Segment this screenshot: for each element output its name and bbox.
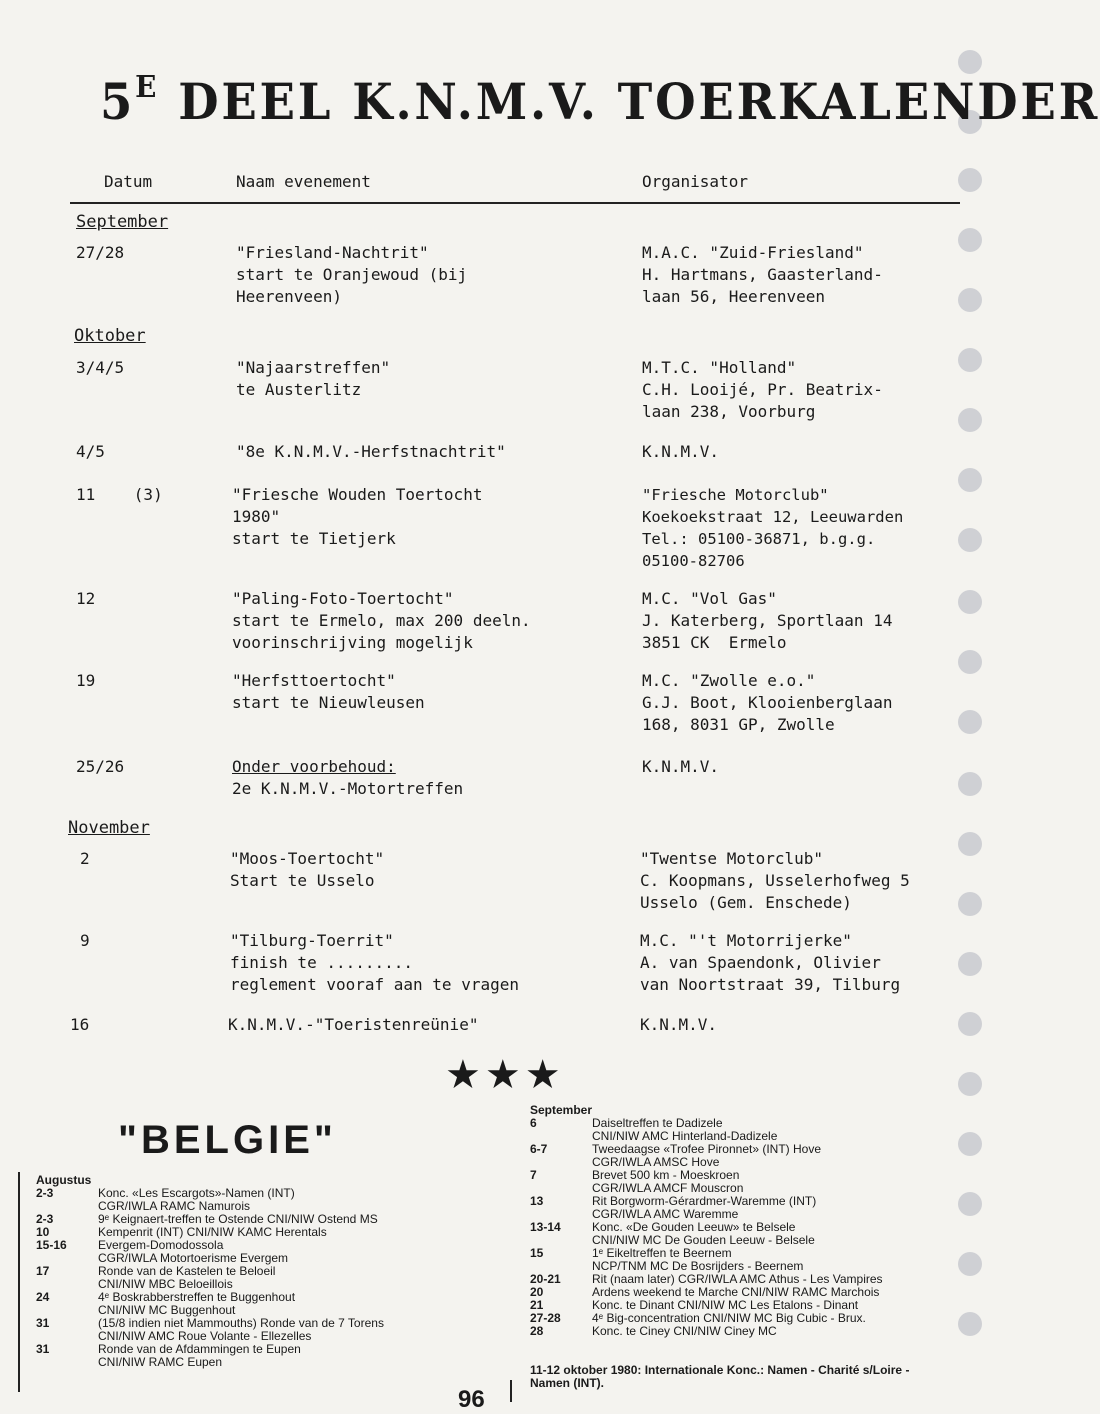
belgie-date: September bbox=[530, 1103, 593, 1117]
belgie-date: 17 bbox=[36, 1264, 50, 1278]
belgie-list-item bbox=[530, 1325, 883, 1338]
event-organizer: M.C. "'t Motorrijerke" A. van Spaendonk, Olivier van Noortstraat 39, Tilburg bbox=[640, 931, 901, 994]
month-september: September bbox=[76, 212, 169, 232]
belgie-event: CGR/IWLA AMC Waremme bbox=[592, 1207, 739, 1221]
belgie-date: 2-3 bbox=[36, 1186, 54, 1200]
event-date: 25/26 bbox=[76, 757, 125, 776]
event-name: "8e K.N.M.V.-Herfstnachtrit" bbox=[236, 442, 506, 461]
belgie-event: 4ᵉ Boskrabberstreffen te Buggenhout bbox=[98, 1290, 296, 1304]
belgie-event: CGR/IWLA RAMC Namurois bbox=[98, 1199, 251, 1213]
header-event: Naam evenement bbox=[236, 172, 371, 191]
belgie-event: CNI/NIW MC De Gouden Leeuw - Belsele bbox=[592, 1233, 815, 1247]
belgie-note: 11-12 oktober 1980: Internationale Konc.: Namen - Charité s/Loire - Namen (INT). bbox=[530, 1363, 910, 1390]
belgie-event: NCP/TNM MC De Bosrijders - Beernem bbox=[592, 1259, 804, 1273]
belgie-heading: "BELGIE" bbox=[118, 1118, 337, 1162]
belgie-september-list bbox=[530, 1104, 883, 1338]
belgie-date bbox=[36, 1356, 98, 1369]
belgie-date bbox=[530, 1156, 592, 1169]
belgie-event: 1ᵉ Eikeltreffen te Beernem bbox=[592, 1246, 732, 1260]
belgie-date: 20-21 bbox=[530, 1272, 561, 1286]
star-divider: ★★★ bbox=[445, 1052, 565, 1098]
event-organizer: M.A.C. "Zuid-Friesland" H. Hartmans, Gaasterland- laan 56, Heerenveen bbox=[642, 243, 883, 306]
event-date: 12 bbox=[76, 589, 96, 608]
belgie-date: 15 bbox=[530, 1246, 544, 1260]
event-name: "Friesland-Nachtrit" start te Oranjewoud (bij Heerenveen) bbox=[236, 243, 468, 306]
belgie-date: 6-7 bbox=[530, 1142, 548, 1156]
belgie-date: 7 bbox=[530, 1168, 537, 1182]
event-organizer: M.T.C. "Holland" C.H. Looijé, Pr. Beatrix- laan 238, Voorburg bbox=[642, 358, 883, 421]
belgie-event: Ardens weekend te Marche CNI/NIW RAMC Marchois bbox=[592, 1285, 880, 1299]
belgie-event: Rit (naam later) CGR/IWLA AMC Athus - Les Vampires bbox=[592, 1272, 883, 1286]
event-date: 3/4/5 bbox=[76, 358, 125, 377]
belgie-event: 9ᵉ Keignaert-treffen te Ostende CNI/NIW Ostend MS bbox=[98, 1212, 378, 1226]
event-name: "Friesche Wouden Toertocht 1980" start te Tietjerk bbox=[232, 485, 483, 548]
event-organizer: "Friesche Motorclub" Koekoekstraat 12, Leeuwarden Tel.: 05100-36871, b.g.g. 05100-82706 bbox=[642, 486, 904, 570]
belgie-date: 15-16 bbox=[36, 1238, 67, 1252]
event-organizer: K.N.M.V. bbox=[642, 757, 720, 776]
event-name: "Moos-Toertocht" Start te Usselo bbox=[230, 849, 385, 890]
belgie-date: 31 bbox=[36, 1342, 50, 1356]
column-rule bbox=[510, 1380, 512, 1402]
belgie-event: Ronde van de Kastelen te Beloeil bbox=[98, 1264, 276, 1278]
event-organizer: M.C. "Vol Gas" J. Katerberg, Sportlaan 14 3851 CK Ermelo bbox=[642, 589, 893, 652]
belgie-event: Tweedaagse «Trofee Pironnet» (INT) Hove bbox=[592, 1142, 822, 1156]
belgie-event: Ronde van de Afdammingen te Eupen bbox=[98, 1342, 301, 1356]
belgie-event: (15/8 indien niet Mammouths) Ronde van de 7 Torens bbox=[98, 1316, 384, 1330]
belgie-event: CNI/NIW MBC Beloeillois bbox=[98, 1277, 233, 1291]
page-number: 96 bbox=[458, 1386, 485, 1413]
belgie-date: 6 bbox=[530, 1116, 537, 1130]
event-organizer: K.N.M.V. bbox=[642, 442, 720, 461]
belgie-event: CGR/IWLA AMCF Mouscron bbox=[592, 1181, 744, 1195]
belgie-event: Evergem-Domodossola bbox=[98, 1238, 224, 1252]
event-date: 2 bbox=[80, 849, 90, 868]
event-date: 27/28 bbox=[76, 243, 125, 262]
belgie-august-list bbox=[36, 1174, 384, 1369]
belgie-date: 13-14 bbox=[530, 1220, 561, 1234]
event-organizer: K.N.M.V. bbox=[640, 1015, 718, 1034]
belgie-list-item bbox=[36, 1356, 384, 1369]
belgie-event: Konc. «Les Escargots»-Namen (INT) bbox=[98, 1186, 295, 1200]
belgie-date: Augustus bbox=[36, 1173, 92, 1187]
belgie-date: 28 bbox=[530, 1324, 544, 1338]
page-title: $5^E$ DEEL K.N.M.V. TOERKALENDER bbox=[100, 70, 1100, 131]
belgie-event: Konc. te Ciney CNI/NIW Ciney MC bbox=[592, 1324, 777, 1338]
month-oktober: Oktober bbox=[74, 326, 146, 346]
belgie-event: CNI/NIW AMC Roue Volante - Ellezelles bbox=[98, 1329, 312, 1343]
belgie-date: 24 bbox=[36, 1290, 50, 1304]
event-name: "Herfsttoertocht" start te Nieuwleusen bbox=[232, 671, 425, 712]
belgie-date: 10 bbox=[36, 1225, 50, 1239]
belgie-event: 4ᵉ Big-concentration CNI/NIW MC Big Cubic - Brux. bbox=[592, 1311, 866, 1325]
belgie-event: Konc. «De Gouden Leeuw» te Belsele bbox=[592, 1220, 796, 1234]
belgie-date: 21 bbox=[530, 1298, 544, 1312]
belgie-event: Rit Borgworm-Gérardmer-Waremme (INT) bbox=[592, 1194, 817, 1208]
event-date: 16 bbox=[70, 1015, 90, 1034]
event-organizer: "Twentse Motorclub" C. Koopmans, Usselerhofweg 5 Usselo (Gem. Enschede) bbox=[640, 849, 910, 912]
belgie-event: Konc. te Dinant CNI/NIW MC Les Etalons - Dinant bbox=[592, 1298, 859, 1312]
event-name: "Paling-Foto-Toertocht" start te Ermelo, max 200 deeln. voorinschrijving mogelijk bbox=[232, 589, 531, 652]
event-note: Onder voorbehoud: bbox=[232, 757, 396, 776]
month-november: November bbox=[68, 818, 150, 838]
event-organizer: M.C. "Zwolle e.o." G.J. Boot, Klooienberglaan 168, 8031 GP, Zwolle bbox=[642, 671, 893, 734]
event-date: 4/5 bbox=[76, 442, 105, 461]
header-date: Datum bbox=[104, 172, 153, 191]
header-organizer: Organisator bbox=[642, 172, 748, 191]
event-name: "Tilburg-Toerrit" finish te ......... reglement vooraf aan te vragen bbox=[230, 931, 519, 994]
event-name: "Najaarstreffen" te Austerlitz bbox=[236, 358, 391, 399]
event-date: 9 bbox=[80, 931, 90, 950]
belgie-date: 27-28 bbox=[530, 1311, 561, 1325]
event-date: 19 bbox=[76, 671, 96, 690]
belgie-event: CGR/IWLA Motortoerisme Evergem bbox=[98, 1251, 289, 1265]
header-rule bbox=[70, 202, 960, 204]
belgie-date: 20 bbox=[530, 1285, 544, 1299]
belgie-event: CNI/NIW MC Buggenhout bbox=[98, 1303, 236, 1317]
belgie-event: Kempenrit (INT) CNI/NIW KAMC Herentals bbox=[98, 1225, 327, 1239]
event-name: 2e K.N.M.V.-Motortreffen bbox=[232, 779, 464, 798]
belgie-date: 2-3 bbox=[36, 1212, 54, 1226]
belgie-event: CNI/NIW AMC Hinterland-Dadizele bbox=[592, 1129, 778, 1143]
belgie-event: Brevet 500 km - Moeskroen bbox=[592, 1168, 740, 1182]
left-margin-rule bbox=[18, 1172, 20, 1392]
event-name: K.N.M.V.-"Toeristenreünie" bbox=[228, 1015, 479, 1034]
belgie-event: CNI/NIW RAMC Eupen bbox=[98, 1355, 223, 1369]
belgie-event: CGR/IWLA AMSC Hove bbox=[592, 1155, 720, 1169]
belgie-event: Daiseltreffen te Dadizele bbox=[592, 1116, 723, 1130]
event-date: 11 (3) bbox=[76, 485, 163, 504]
belgie-date: 31 bbox=[36, 1316, 50, 1330]
belgie-date: 13 bbox=[530, 1194, 544, 1208]
binder-holes bbox=[946, 0, 986, 1402]
